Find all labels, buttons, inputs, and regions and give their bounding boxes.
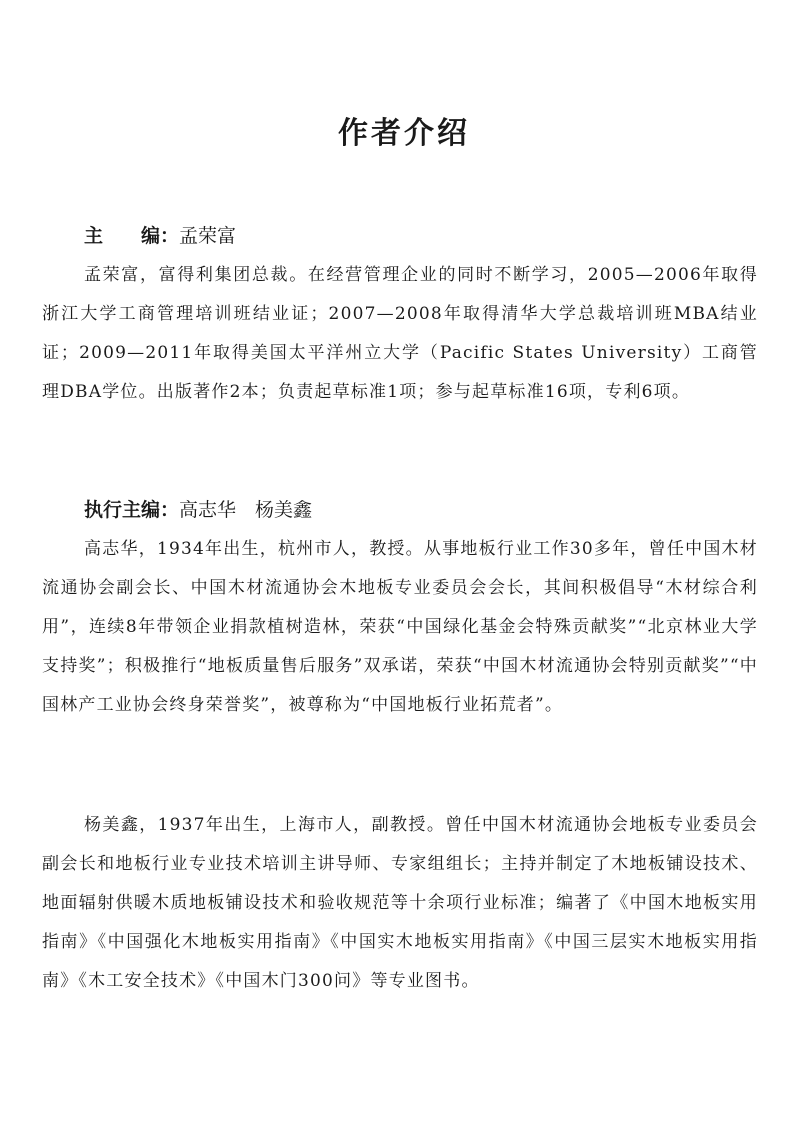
yang-meixin-bio: 杨美鑫，1937年出生，上海市人，副教授。曾任中国木材流通协会地板专业委员会副会长和地板行业专业技术培训主讲导师、专家组组长；主持并制定了木地板铺设技术、地面辐射供暖木质地板铺设技术和验收规范等十余项行业标准；编著了《中国木地板实用指南》《中国强化木地板实用指南》《中国实木地板实用指南》《中国三层实木地板实用指南》《木工安全技术》《中国木门300问》等专业图书。 xyxy=(42,815,758,991)
exec-editors-names: 高志华 杨美鑫 xyxy=(179,499,313,521)
editor-names: 孟荣富 xyxy=(179,225,237,247)
gao-zhihua-bio: 高志华，1934年出生，杭州市人，教授。从事地板行业工作30多年，曾任中国木材流通协会副会长、中国木材流通协会木地板专业委员会会长，其间积极倡导“木材综合利用”，连续8年带领企业捐款植树造林，荣获“中国绿化基金会特殊贡献奖”“北京林业大学支持奖”；积极推行“地板质量售后服务”双承诺，荣获“中国木材流通协会特别贡献奖”“中国林产工业协会终身荣誉奖”，被尊称为“中国地板行业拓荒者”。 xyxy=(42,539,758,715)
editor-role-label: 主 编： xyxy=(84,225,180,247)
yang-meixin-section xyxy=(42,806,758,1001)
editor-heading xyxy=(42,217,758,256)
exec-editors-heading xyxy=(42,491,758,530)
page-title: 作者介绍 xyxy=(338,116,470,151)
exec-editors-section xyxy=(42,491,758,725)
editor-bio: 孟荣富，富得利集团总裁。在经营管理企业的同时不断学习，2005—2006年取得浙江大学工商管理培训班结业证；2007—2008年取得清华大学总裁培训班MBA结业证；2009—2011年取得美国太平洋州立大学（Pacific States University）工商管理DBA学位。出版著作2本；负责起草标准1项；参与起草标准16项，专利6项。 xyxy=(42,265,758,402)
exec-editors-role-label: 执行主编： xyxy=(84,499,180,521)
editor-section xyxy=(42,217,758,412)
